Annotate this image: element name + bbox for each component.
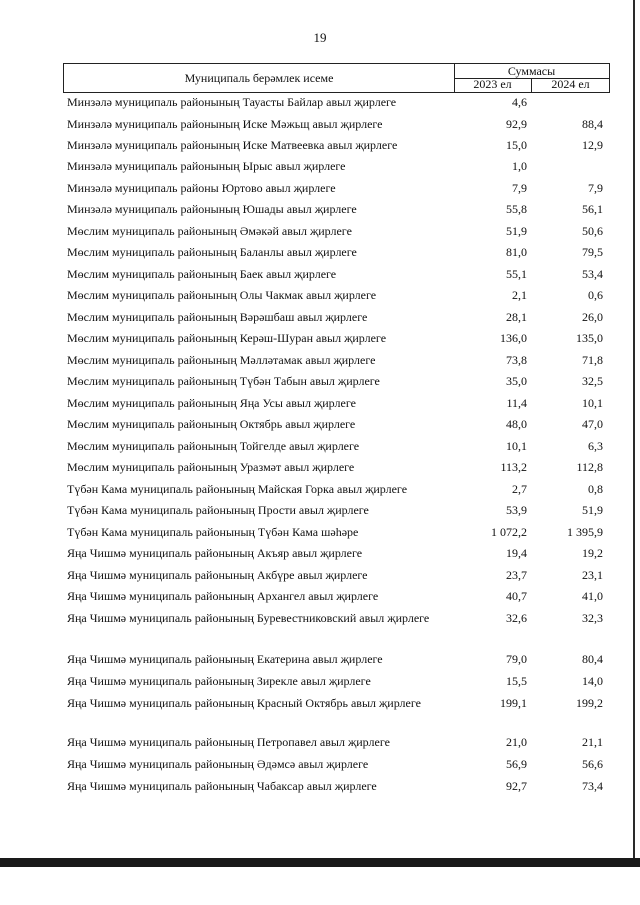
value-2024: 88,4 [582,117,603,131]
municipality-name: Мөслим муниципаль районының Керәш-Шуран авыл җирлеге [67,331,387,345]
column-header-name: Муниципаль берәмлек исеме [63,64,455,92]
value-2024: 135,0 [576,331,603,345]
municipality-name: Мөслим муниципаль районының Олы Чакмак авыл җирлеге [67,288,377,302]
value-2024: 1 395,9 [567,525,603,539]
column-header-2023: 2023 ел [454,78,532,92]
municipality-name: Мөслим муниципаль районының Баек авыл җирлеге [67,267,337,281]
municipality-name: Минзәлә муниципаль районының Юшады авыл җирлеге [67,202,357,216]
value-2024: 23,1 [582,568,603,582]
budget-table [63,63,610,793]
column-header-2024: 2024 ел [532,78,610,92]
municipality-name: Минзәлә муниципаль районы Юртово авыл җирлеге [67,181,336,195]
value-2024: 71,8 [582,353,603,367]
value-2023: 28,1 [506,310,527,324]
municipality-name: Түбән Кама муниципаль районының Майская Горка авыл җирлеге [67,482,408,496]
value-2023: 21,0 [506,735,527,749]
value-2023: 15,5 [506,674,527,688]
value-2023: 19,4 [506,546,527,560]
value-2023: 79,0 [506,652,527,666]
value-2024: 73,4 [582,779,603,793]
municipality-name: Мөслим муниципаль районының Уразмәт авыл җирлеге [67,460,355,474]
value-2023: 113,2 [500,460,527,474]
value-2023: 7,9 [512,181,527,195]
column-header-sum: Суммасы [454,64,610,79]
municipality-name: Түбән Кама муниципаль районының Түбән Кама шәһәре [67,525,359,539]
value-2024: 53,4 [582,267,603,281]
value-2024: 41,0 [582,589,603,603]
municipality-name: Яңа Чишмә муниципаль районының Екатерина авыл җирлеге [67,652,383,666]
municipality-name: Яңа Чишмә муниципаль районының Буревестниковский авыл җирлеге [67,611,430,625]
value-2023: 55,8 [506,202,527,216]
value-2023: 73,8 [506,353,527,367]
value-2024: 32,5 [582,374,603,388]
scan-edge-line [633,0,635,858]
value-2023: 1,0 [512,159,527,173]
value-2023: 2,7 [512,482,527,496]
value-2023: 81,0 [506,245,527,259]
value-2023: 35,0 [506,374,527,388]
value-2023: 48,0 [506,417,527,431]
value-2024: 19,2 [582,546,603,560]
municipality-name: Минзәлә муниципаль районының Ырыс авыл җирлеге [67,159,346,173]
value-2023: 51,9 [506,224,527,238]
municipality-name: Минзәлә муниципаль районының Иске Матвеевка авыл җирлеге [67,138,398,152]
value-2023: 11,4 [506,396,527,410]
value-2024: 14,0 [582,674,603,688]
value-2023: 10,1 [506,439,527,453]
value-2024: 56,6 [582,757,603,771]
value-2024: 6,3 [588,439,603,453]
value-2024: 12,9 [582,138,603,152]
value-2023: 40,7 [506,589,527,603]
value-2024: 199,2 [576,696,603,710]
value-2024: 80,4 [582,652,603,666]
page-number: 19 [313,30,327,45]
value-2024: 7,9 [588,181,603,195]
value-2024: 26,0 [582,310,603,324]
municipality-name: Яңа Чишмә муниципаль районының Әдәмсә авыл җирлеге [67,757,369,771]
value-2024: 112,8 [576,460,603,474]
municipality-name: Минзәлә муниципаль районының Тауасты Байлар авыл җирлеге [67,95,397,109]
value-2023: 136,0 [500,331,527,345]
value-2023: 2,1 [512,288,527,302]
municipality-name: Мөслим муниципаль районының Октябрь авыл җирлеге [67,417,356,431]
municipality-name: Түбән Кама муниципаль районының Прости авыл җирлеге [67,503,369,517]
municipality-name: Мөслим муниципаль районының Әмәкәй авыл җирлеге [67,224,352,238]
value-2024: 21,1 [582,735,603,749]
municipality-name: Мөслим муниципаль районының Баланлы авыл җирлеге [67,245,357,259]
value-2023: 55,1 [506,267,527,281]
municipality-name: Яңа Чишмә муниципаль районының Акъяр авыл җирлеге [67,546,363,560]
value-2024: 0,6 [588,288,603,302]
scan-bottom-bar [0,858,640,867]
value-2024: 56,1 [582,202,603,216]
value-2024: 0,8 [588,482,603,496]
value-2023: 92,7 [506,779,527,793]
municipality-name: Мөслим муниципаль районының Яңа Усы авыл җирлеге [67,396,356,410]
municipality-name: Яңа Чишмә муниципаль районының Зирекле авыл җирлеге [67,674,371,688]
value-2024: 32,3 [582,611,603,625]
value-2023: 199,1 [500,696,527,710]
municipality-name: Мөслим муниципаль районының Мәлләтамак авыл җирлеге [67,353,376,367]
municipality-name: Минзәлә муниципаль районының Иске Мәжьщ авыл җирлеге [67,117,383,131]
value-2023: 92,9 [506,117,527,131]
value-2024: 47,0 [582,417,603,431]
municipality-name: Мөслим муниципаль районының Вәрәшбаш авыл җирлеге [67,310,368,324]
value-2023: 53,9 [506,503,527,517]
value-2023: 56,9 [506,757,527,771]
municipality-name: Яңа Чишмә муниципаль районының Архангел авыл җирлеге [67,589,379,603]
value-2024: 79,5 [582,245,603,259]
municipality-name: Мөслим муниципаль районының Түбән Табын авыл җирлеге [67,374,380,388]
value-2024: 50,6 [582,224,603,238]
value-2023: 32,6 [506,611,527,625]
value-2024: 51,9 [582,503,603,517]
table-header [63,63,610,93]
value-2023: 4,6 [512,95,527,109]
value-2023: 1 072,2 [491,525,527,539]
value-2023: 15,0 [506,138,527,152]
value-2024: 10,1 [582,396,603,410]
municipality-name: Яңа Чишмә муниципаль районының Красный Октябрь авыл җирлеге [67,696,421,710]
municipality-name: Яңа Чишмә муниципаль районының Чабаксар авыл җирлеге [67,779,377,793]
value-2023: 23,7 [506,568,527,582]
municipality-name: Мөслим муниципаль районының Тойгелде авыл җирлеге [67,439,360,453]
municipality-name: Яңа Чишмә муниципаль районының Петропавел авыл җирлеге [67,735,390,749]
municipality-name: Яңа Чишмә муниципаль районының Акбүре авыл җирлеге [67,568,368,582]
